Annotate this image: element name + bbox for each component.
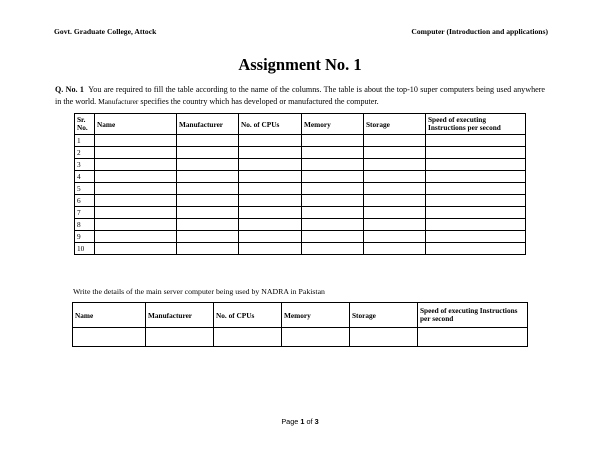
question-paragraph (55, 84, 545, 107)
table-cell[interactable] (177, 207, 239, 219)
col-header-name: Name (95, 114, 177, 135)
table-row (75, 195, 526, 207)
table-cell[interactable] (95, 231, 177, 243)
table-cell[interactable] (426, 147, 526, 159)
table-cell[interactable] (364, 231, 426, 243)
table-cell[interactable] (95, 207, 177, 219)
table-cell[interactable] (177, 135, 239, 147)
table-cell[interactable] (426, 219, 526, 231)
table-cell[interactable] (95, 243, 177, 255)
row-number: 2 (75, 147, 95, 159)
table-cell[interactable] (426, 231, 526, 243)
nadra-instruction: Write the details of the main server computer being used by NADRA in Pakistan (73, 287, 325, 296)
table-cell[interactable] (302, 183, 364, 195)
row-number: 7 (75, 207, 95, 219)
table-row (75, 219, 526, 231)
col-header-speed: Speed of executing Instructions per second (426, 114, 526, 135)
table-cell[interactable] (95, 195, 177, 207)
table-cell[interactable] (426, 159, 526, 171)
table-row (75, 243, 526, 255)
table-cell[interactable] (177, 195, 239, 207)
table-cell[interactable] (239, 219, 302, 231)
col-header-manufacturer: Manufacturer (146, 303, 214, 328)
row-number: 6 (75, 195, 95, 207)
header-course: Computer (Introduction and applications) (411, 27, 548, 36)
table-cell[interactable] (239, 243, 302, 255)
table-cell[interactable] (95, 147, 177, 159)
table-cell[interactable] (302, 231, 364, 243)
table-cell[interactable] (146, 328, 214, 347)
table-cell[interactable] (95, 183, 177, 195)
col-header-memory: Memory (282, 303, 350, 328)
table-row (75, 159, 526, 171)
page-title: Assignment No. 1 (238, 55, 362, 74)
table-cell[interactable] (177, 183, 239, 195)
table-row (75, 135, 526, 147)
table-cell[interactable] (302, 135, 364, 147)
row-number: 4 (75, 171, 95, 183)
table-cell[interactable] (282, 328, 350, 347)
col-header-memory: Memory (302, 114, 364, 135)
question-term: Manufacturer (98, 96, 139, 106)
table-cell[interactable] (302, 207, 364, 219)
table-cell[interactable] (239, 183, 302, 195)
table-cell[interactable] (177, 231, 239, 243)
table-header-row (73, 303, 528, 328)
table-cell[interactable] (302, 147, 364, 159)
table-row (73, 328, 528, 347)
col-header-sr-no: Sr. No. (75, 114, 95, 135)
table-cell[interactable] (350, 328, 418, 347)
table-cell[interactable] (426, 183, 526, 195)
table-cell[interactable] (364, 147, 426, 159)
table-cell[interactable] (302, 171, 364, 183)
table-cell[interactable] (364, 243, 426, 255)
table-cell[interactable] (95, 219, 177, 231)
table-cell[interactable] (302, 219, 364, 231)
table-cell[interactable] (177, 171, 239, 183)
row-number: 10 (75, 243, 95, 255)
question-label: Q. No. 1 (55, 85, 84, 94)
table-row (75, 171, 526, 183)
table-cell[interactable] (302, 159, 364, 171)
row-number: 1 (75, 135, 95, 147)
row-number: 8 (75, 219, 95, 231)
table-header-row (75, 114, 526, 135)
table-cell[interactable] (302, 243, 364, 255)
footer-page-word: Page (281, 417, 299, 426)
col-header-cpus: No. of CPUs (214, 303, 282, 328)
table-cell[interactable] (239, 195, 302, 207)
table-cell[interactable] (364, 195, 426, 207)
table-row (75, 147, 526, 159)
supercomputers-table (74, 113, 526, 255)
page-footer (0, 417, 600, 426)
col-header-storage: Storage (364, 114, 426, 135)
table-cell[interactable] (239, 207, 302, 219)
col-header-storage: Storage (350, 303, 418, 328)
table-cell[interactable] (177, 243, 239, 255)
table-cell[interactable] (95, 171, 177, 183)
col-header-name: Name (73, 303, 146, 328)
table-row (75, 207, 526, 219)
table-cell[interactable] (426, 243, 526, 255)
col-header-manufacturer: Manufacturer (177, 114, 239, 135)
table-cell[interactable] (177, 219, 239, 231)
question-text-1: You are required to fill the table according to the name of the columns. The table is about the top-10 super computers being used anywhere in the world. (55, 85, 546, 106)
table-cell[interactable] (364, 219, 426, 231)
table-cell[interactable] (239, 147, 302, 159)
table-cell[interactable] (364, 171, 426, 183)
table-row (75, 183, 526, 195)
table-cell[interactable] (426, 207, 526, 219)
table-cell[interactable] (73, 328, 146, 347)
table-cell[interactable] (426, 171, 526, 183)
header-college: Govt. Graduate College, Attock (54, 27, 157, 36)
table-cell[interactable] (239, 231, 302, 243)
table-cell[interactable] (426, 195, 526, 207)
row-number: 9 (75, 231, 95, 243)
table-cell[interactable] (177, 147, 239, 159)
nadra-server-table (72, 302, 528, 347)
table-cell[interactable] (426, 135, 526, 147)
table-cell[interactable] (177, 159, 239, 171)
table-cell[interactable] (214, 328, 282, 347)
table-cell[interactable] (302, 195, 364, 207)
table-cell[interactable] (364, 207, 426, 219)
table-cell[interactable] (364, 135, 426, 147)
col-header-speed: Speed of executing Instructions per second (418, 303, 528, 328)
row-number: 5 (75, 183, 95, 195)
table-cell[interactable] (418, 328, 528, 347)
footer-current-page: 1 (300, 417, 305, 426)
footer-total-pages: 3 (314, 417, 319, 426)
table-cell[interactable] (95, 135, 177, 147)
col-header-cpus: No. of CPUs (239, 114, 302, 135)
table-row (75, 231, 526, 243)
footer-of-word: of (306, 417, 313, 426)
table-cell[interactable] (239, 171, 302, 183)
table-cell[interactable] (364, 159, 426, 171)
row-number: 3 (75, 159, 95, 171)
question-text-2: specifies the country which has developed or manufactured the computer. (140, 96, 379, 106)
table-cell[interactable] (239, 135, 302, 147)
table-cell[interactable] (95, 159, 177, 171)
table-cell[interactable] (364, 183, 426, 195)
table-cell[interactable] (239, 159, 302, 171)
